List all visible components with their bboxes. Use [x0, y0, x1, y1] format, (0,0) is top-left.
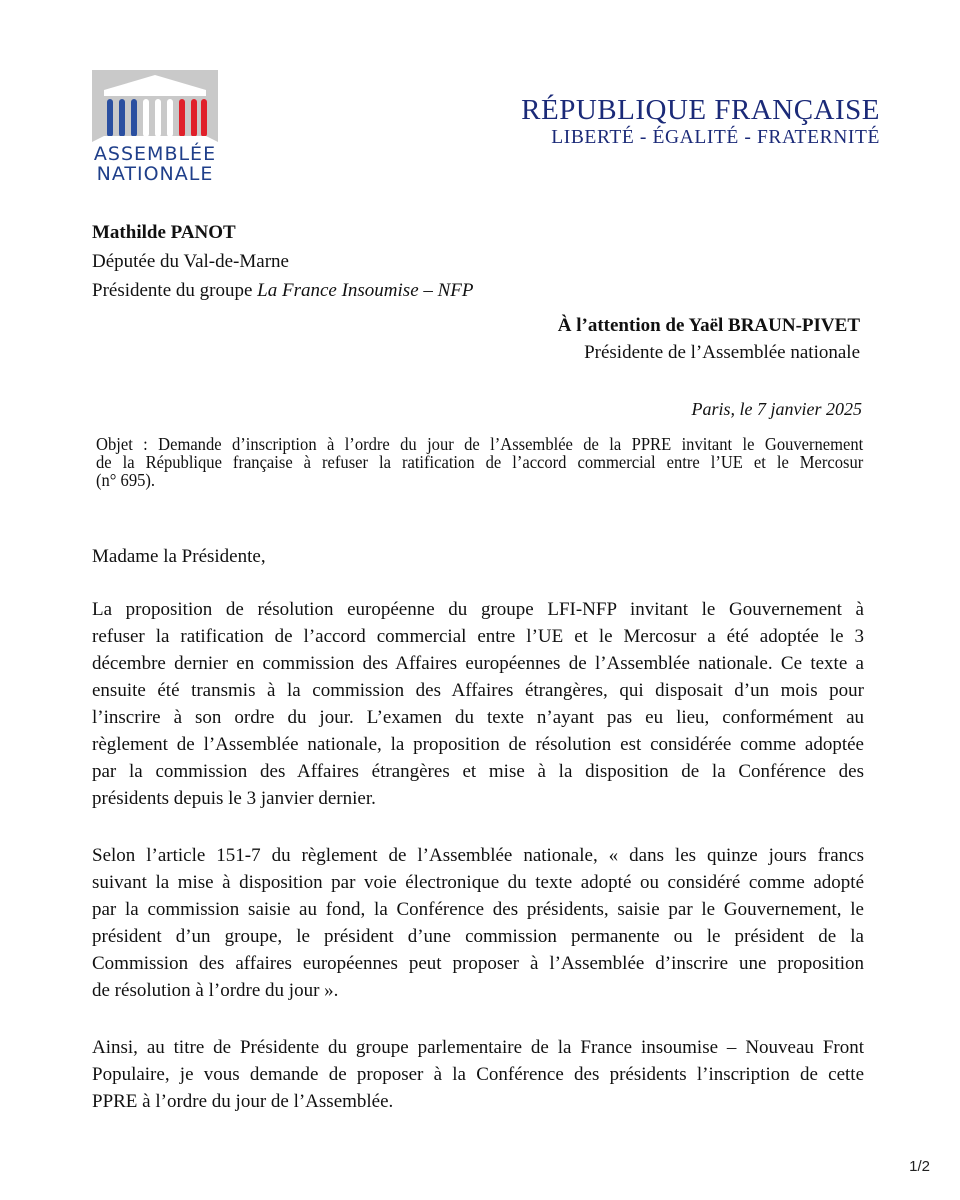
text-line: règlement de l’Assemblée nationale, la proposition de résolution est considérée comme adoptée [92, 734, 864, 755]
letter-body [92, 596, 864, 1145]
text-line: Commission des affaires européennes peut proposer à l’Assemblée d’inscrire une proposition [92, 953, 864, 974]
text-line: décembre dernier en commission des Affaires européennes de l’Assemblée nationale. Ce texte a [92, 653, 864, 674]
text-line: ensuite été transmis à la commission des Affaires étrangères, qui disposait d’un mois pour [92, 680, 864, 701]
letter-date: Paris, le 7 janvier 2025 [691, 399, 862, 419]
sender-group-name: La France Insoumise – NFP [257, 280, 474, 301]
text-line: (n° 695). [96, 470, 156, 490]
text-line: La proposition de résolution européenne du groupe LFI-NFP invitant le Gouvernement à [92, 599, 864, 620]
text-line: de la République française à refuser la ratification de l’accord commercial entre l’UE et le Mercosur [96, 452, 864, 472]
text-line: refuser la ratification de l’accord commercial entre l’UE et le Mercosur a été adoptée le 3 [92, 626, 864, 647]
text-line: par la commission des Affaires étrangères et mise à la disposition de la Conférence des [92, 761, 864, 782]
text-line: président d’un groupe, le président d’une commission permanente ou le président de la [92, 926, 864, 947]
page-number: 1/2 [909, 1158, 930, 1175]
logo-building-icon [92, 70, 218, 142]
text-line: suivant la mise à disposition par voie électronique du texte adopté ou considéré comme adopté [92, 872, 864, 893]
sender-group [92, 276, 474, 305]
sender-block [92, 218, 474, 305]
sender-group-prefix: Présidente du groupe [92, 280, 258, 301]
text-line: l’inscrire à son ordre du jour. L’examen du texte n’ayant pas eu lieu, conformément au [92, 707, 864, 728]
text-line: Ainsi, au titre de Présidente du groupe parlementaire de la France insoumise – Nouveau Front [92, 1037, 864, 1058]
republique-title: RÉPUBLIQUE FRANÇAISE [521, 94, 880, 126]
text-line: Populaire, je vous demande de proposer à la Conférence des présidents l’inscription de cette [92, 1064, 864, 1085]
sender-role: Députée du Val-de-Marne [92, 251, 289, 272]
recipient-name: À l’attention de Yaël BRAUN-PIVET [557, 315, 860, 336]
republique-header [521, 94, 880, 150]
text-line: PPRE à l’ordre du jour de l’Assemblée. [92, 1091, 394, 1112]
recipient-block [558, 312, 860, 366]
text-line: par la commission saisie au fond, la Conférence des présidents, saisie par le Gouvernement, le [92, 899, 864, 920]
text-line: de résolution à l’ordre du jour ». [92, 980, 339, 1001]
text-line: Selon l’article 151-7 du règlement de l’Assemblée nationale, « dans les quinze jours francs [92, 845, 864, 866]
body-paragraph [92, 1034, 864, 1115]
body-paragraph [92, 842, 864, 1004]
salutation: Madame la Présidente, [92, 546, 266, 567]
text-line: présidents depuis le 3 janvier dernier. [92, 788, 376, 809]
recipient-role: Présidente de l’Assemblée nationale [584, 342, 860, 363]
logo-text-line2: NATIONALE [96, 163, 214, 185]
letter-subject [96, 435, 863, 489]
logo-text-line1: ASSEMBLÉE [93, 143, 217, 165]
assemblee-nationale-logo [92, 70, 218, 184]
sender-name: Mathilde PANOT [92, 222, 236, 243]
republique-motto: LIBERTÉ - ÉGALITÉ - FRATERNITÉ [551, 127, 880, 148]
body-paragraph [92, 596, 864, 812]
text-line: Objet : Demande d’inscription à l’ordre du jour de l’Assemblée de la PPRE invitant le Gouvernement [96, 434, 864, 454]
